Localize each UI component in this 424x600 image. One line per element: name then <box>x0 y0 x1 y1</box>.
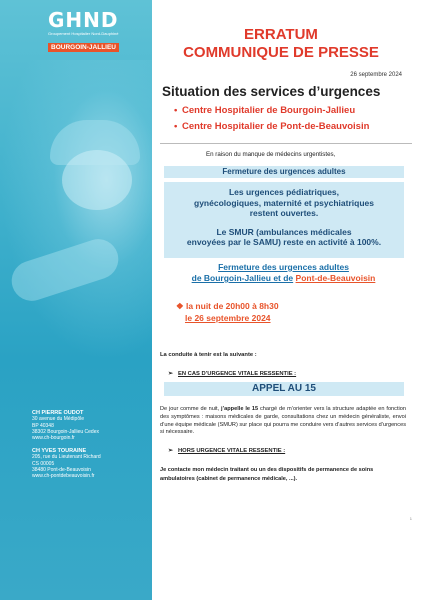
diamond-bullet-icon: ❖ <box>176 301 186 311</box>
sidebar-photo <box>0 0 152 600</box>
bullet-icon: • <box>174 121 178 132</box>
hors-urgence-label: HORS URGENCE VITALE RESSENTIE : <box>178 448 286 454</box>
night-date: le 26 septembre 2024 <box>185 313 271 323</box>
fermeture-statement <box>156 262 411 284</box>
ouvertes-line: Les urgences pédiatriques, <box>228 187 340 197</box>
surgeon-photo <box>0 60 152 360</box>
para-emphasis: j’appelle le 15 <box>221 406 259 412</box>
intro-text: En raison du manque de médecins urgentistes, <box>206 151 336 158</box>
address-line: 38302 Bourgoin-Jallieu Cedex <box>32 428 99 435</box>
centre-label: Centre Hospitalier de Pont-de-Beauvoisin <box>182 121 370 132</box>
address-block-oudot <box>32 410 99 441</box>
para-text: De jour comme de nuit, <box>160 406 222 412</box>
instructions-paragraph <box>160 406 406 437</box>
address-line: 30 avenue du Médipôle <box>32 416 84 423</box>
ouvertes-line: restent ouvertes. <box>249 208 319 218</box>
ouvertes-line: gynécologiques, maternité et psychiatriques <box>194 197 374 208</box>
conduite-heading: La conduite à tenir est la suivante : <box>160 352 257 358</box>
surgeon-face-shape <box>62 150 132 210</box>
situation-heading: Situation des services d’urgences <box>162 84 381 99</box>
communique-title: COMMUNIQUE DE PRESSE <box>183 44 379 61</box>
address-line: BP 40348 <box>32 422 54 429</box>
appel-15-box: APPEL AU 15 <box>164 382 404 396</box>
address-line: CS 00005 <box>32 460 55 467</box>
para-text: chargé de m’orienter vers la structure adaptée en fonction des symptômes : maisons médicales de garde, consultations chez un médecin généraliste, envoi d’une équipe médicale (SMUR) sur place qui pourra me conduire vers d’autres services d’urgences si nécessaire. <box>160 406 406 436</box>
smur-line: Le SMUR (ambulances médicales <box>216 226 352 237</box>
address-line: 205, rue du Lieutenant Richard <box>32 454 101 461</box>
bullet-icon: • <box>174 105 178 116</box>
address-block-touraine <box>32 448 101 479</box>
address-name: CH PIERRE OUDOT <box>32 410 84 416</box>
release-date: 26 septembre 2024 <box>350 72 402 78</box>
services-box <box>164 182 404 258</box>
address-website-link[interactable]: www.ch-pontdebeauvoisin.fr <box>32 473 95 480</box>
centre-label: Centre Hospitalier de Bourgoin-Jallieu <box>182 105 356 116</box>
address-line: 38480 Pont-de-Beauvoisin <box>32 466 91 473</box>
logo-site: BOURGOIN-JALLIEU <box>48 43 119 52</box>
night-schedule <box>176 300 279 324</box>
ghnd-logo <box>48 10 140 54</box>
page-number: 1 <box>409 516 412 521</box>
erratum-title: ERRATUM <box>244 26 318 43</box>
fermeture-line: de Bourgoin-Jallieu et de <box>191 273 294 283</box>
hors-urgence-heading <box>168 448 285 454</box>
fermeture-box: Fermeture des urgences adultes <box>164 166 404 178</box>
smur-line: envoyées par le SAMU) reste en activité à 100%. <box>186 237 382 247</box>
urgence-vitale-heading <box>168 371 296 377</box>
address-website-link[interactable]: www.ch-bourgoin.fr <box>32 435 75 442</box>
arrow-icon: ➢ <box>168 448 173 454</box>
night-time: la nuit de 20h00 à 8h30 <box>185 301 279 311</box>
fermeture-pont: Pont-de-Beauvoisin <box>295 273 376 283</box>
address-name: CH YVES TOURAINE <box>32 448 87 454</box>
fermeture-line: Fermeture des urgences adultes <box>218 262 349 272</box>
logo-acronym: GHND <box>48 8 119 32</box>
press-release <box>156 0 424 600</box>
medecin-paragraph: Je contacte mon médecin traitant ou un des dispositifs de permanence de soins ambulatoires (cabinet de permanence médicale, ...). <box>160 467 374 482</box>
arrow-icon: ➢ <box>168 371 173 377</box>
logo-subtitle: Groupement Hospitalier Nord-Dauphiné <box>48 31 119 36</box>
divider <box>160 143 412 144</box>
centre-item-pont <box>174 121 369 132</box>
centre-item-bourgoin <box>174 105 355 116</box>
urgence-vitale-label: EN CAS D’URGENCE VITALE RESSENTIE : <box>178 371 297 377</box>
